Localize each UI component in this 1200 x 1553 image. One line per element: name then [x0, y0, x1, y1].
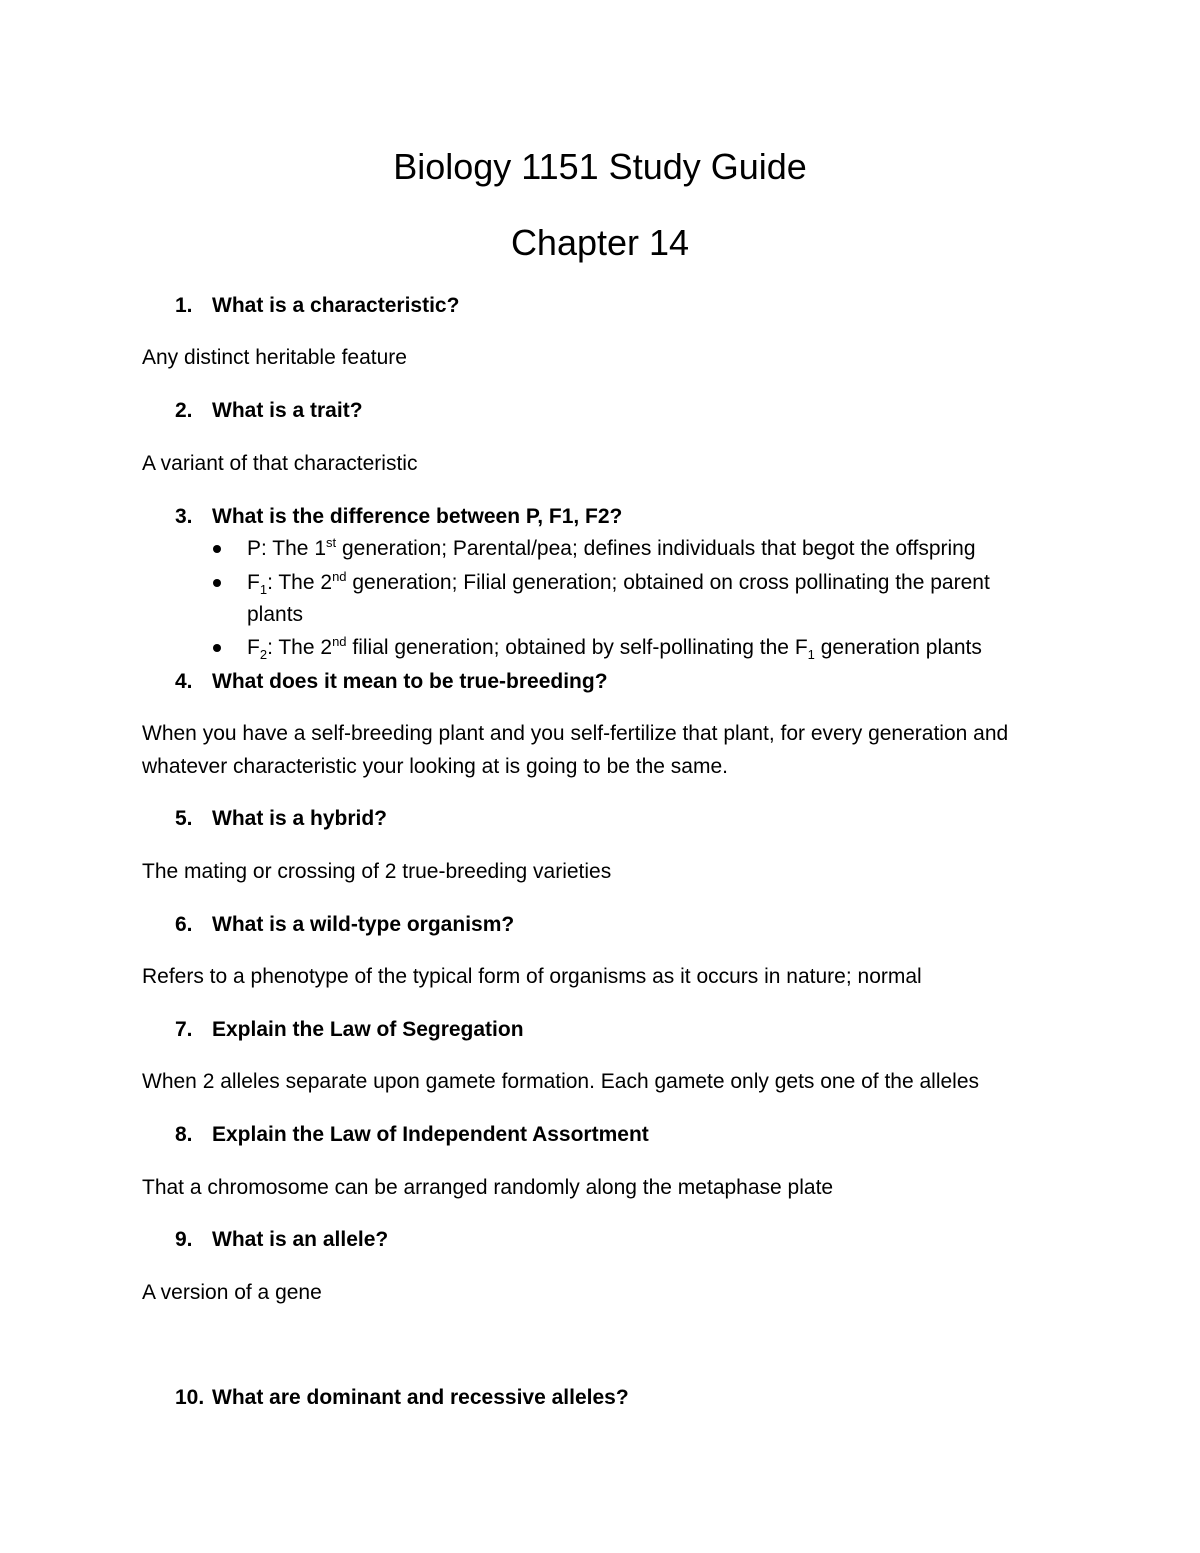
answer-4-line-2: whatever characteristic your looking at is going to be the same.: [142, 755, 728, 778]
answer-2: A variant of that characteristic: [142, 452, 418, 475]
question-9: 9. What is an allele?: [175, 1228, 389, 1251]
bullet-icon: [213, 579, 221, 587]
document-title: Biology 1151 Study Guide: [393, 146, 807, 187]
question-4: 4. What does it mean to be true-breeding?: [175, 670, 608, 693]
chapter-heading: Chapter 14: [510, 222, 690, 263]
question-5: 5. What is a hybrid?: [175, 807, 388, 830]
bullet-f2-generation: $F_2$: The 2nd filial generation; obtained by self-pollinating the $F_1$ generation plants: [247, 634, 982, 663]
answer-7: When 2 alleles separate upon gamete formation. Each gamete only gets one of the alleles: [142, 1070, 980, 1093]
answer-5: The mating or crossing of 2 true-breeding varieties: [142, 860, 612, 883]
answer-8: That a chromosome can be arranged randomly along the metaphase plate: [142, 1176, 834, 1199]
bullet-p-generation: P: The 1st generation; Parental/pea; defines individuals that begot the offspring: [247, 535, 976, 560]
question-2: 2. What is a trait?: [175, 399, 363, 422]
question-6: 6. What is a wild-type organism?: [175, 913, 515, 936]
answer-9: A version of a gene: [142, 1281, 322, 1304]
answer-4-line-1: When you have a self-breeding plant and you self-fertilize that plant, for every generation and: [142, 722, 1009, 745]
question-10: 10. What are dominant and recessive alleles?: [175, 1386, 629, 1409]
question-1: 1. What is a characteristic?: [175, 294, 460, 317]
bullet-icon: [213, 644, 221, 652]
bullet-f1-generation: $F_1$: The 2nd generation; Filial generation; obtained on cross pollinating the parent: [247, 569, 990, 598]
question-3: 3. What is the difference between P, F1, F2?: [175, 505, 623, 528]
question-7: 7. Explain the Law of Segregation: [175, 1018, 524, 1041]
answer-6: Refers to a phenotype of the typical form of organisms as it occurs in nature; normal: [142, 965, 922, 988]
bullet-f1-continuation: plants: [247, 603, 304, 626]
question-8: 8. Explain the Law of Independent Assortment: [175, 1123, 649, 1146]
bullet-icon: [213, 545, 221, 553]
answer-1: Any distinct heritable feature: [142, 346, 407, 369]
